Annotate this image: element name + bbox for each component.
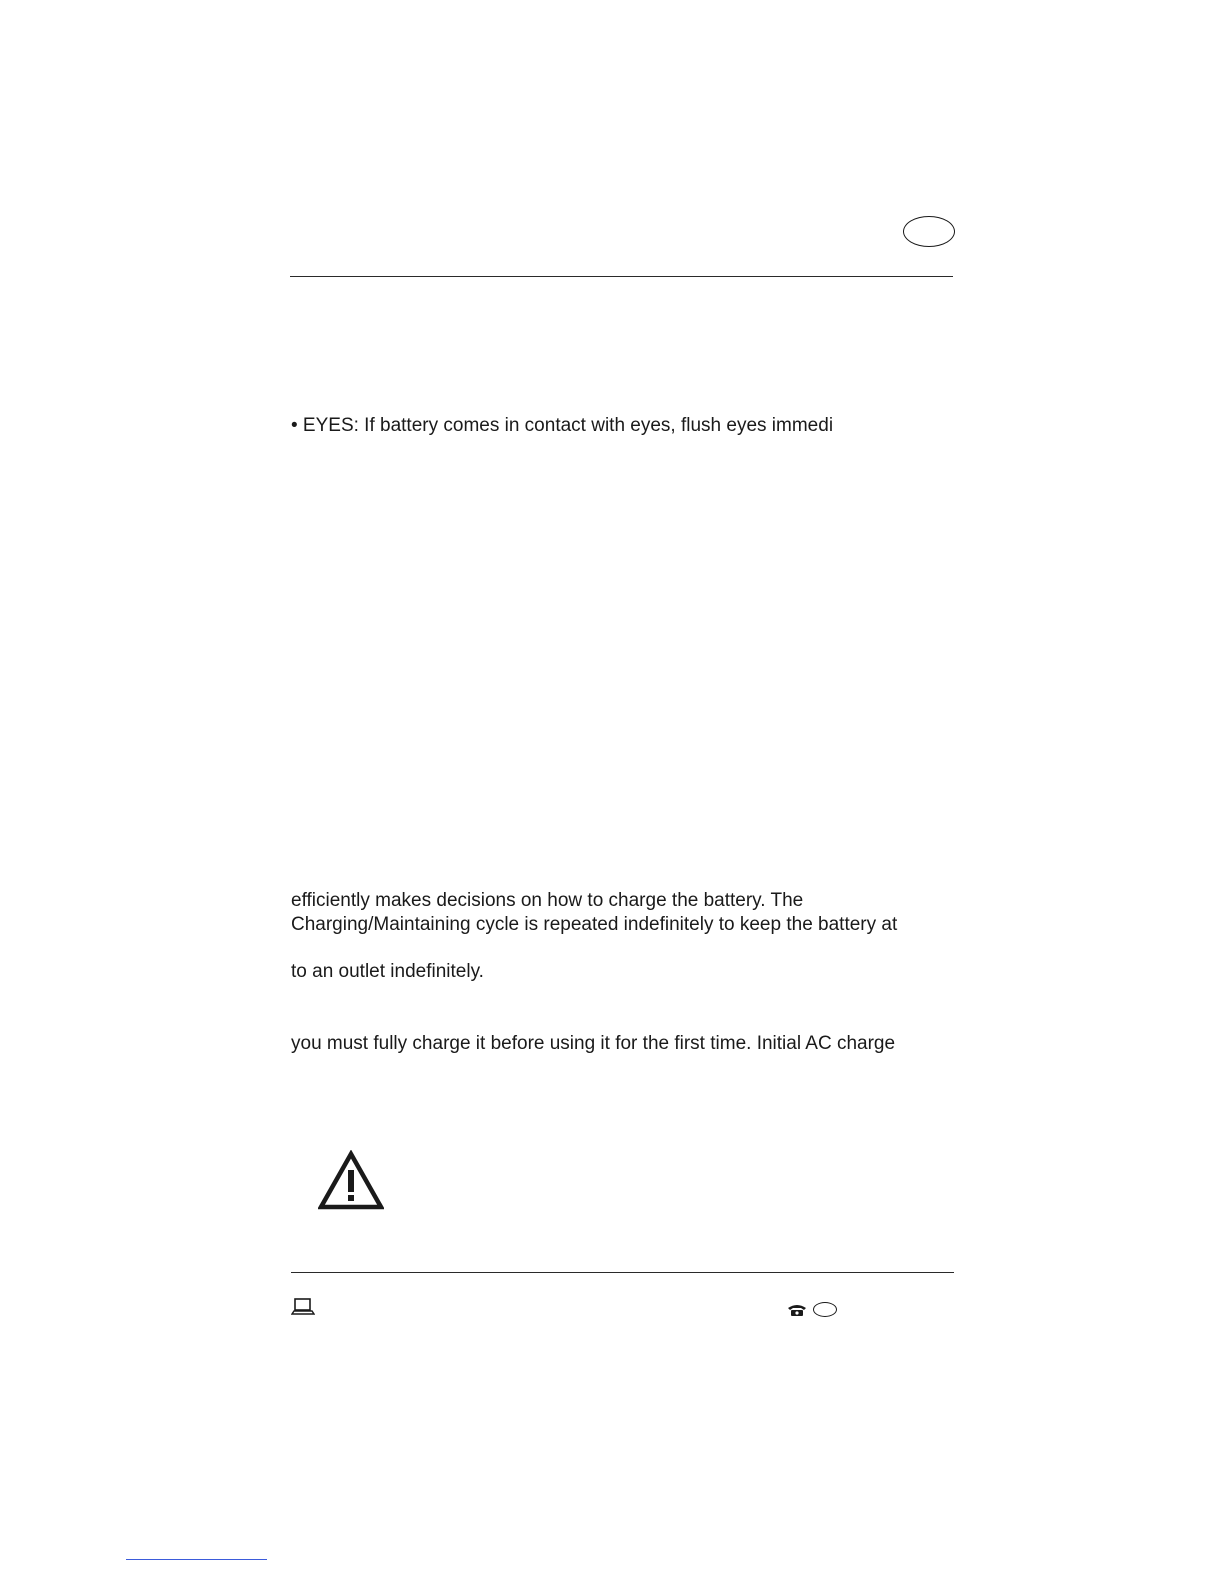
warning-triangle-icon (318, 1150, 384, 1210)
paragraph-line: Charging/Maintaining cycle is repeated indefinitely to keep the battery at (291, 914, 898, 935)
header-rule (290, 276, 953, 277)
footer-badge-icon (813, 1302, 837, 1317)
footer-rule (291, 1272, 954, 1273)
telephone-icon (787, 1303, 807, 1317)
language-badge-icon (903, 216, 955, 247)
paragraph-line: to an outlet indefinitely. (291, 961, 484, 982)
paragraph-line: you must fully charge it before using it for the first time. Initial AC charge (291, 1033, 896, 1054)
link-underline (126, 1559, 267, 1560)
eyes-warning-line: • EYES: If battery comes in contact with eyes, flush eyes immedi (291, 415, 834, 436)
paragraph-line: efficiently makes decisions on how to charge the battery. The (291, 890, 804, 911)
laptop-icon (291, 1297, 315, 1317)
